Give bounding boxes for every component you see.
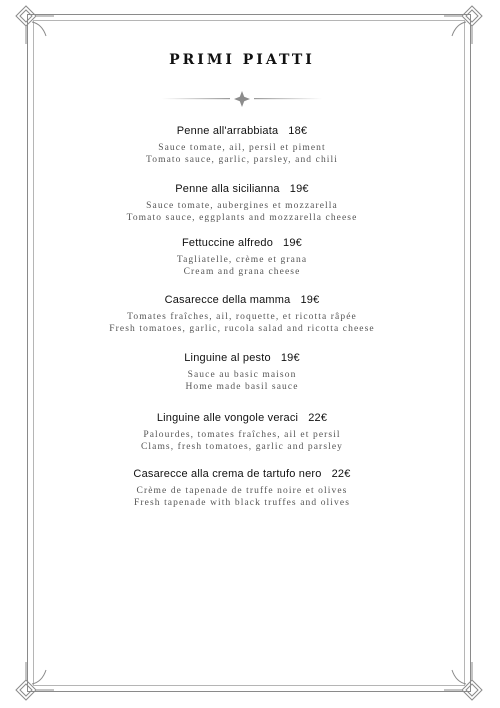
dish-price: 22€ [331, 468, 351, 480]
dish-price: 19€ [300, 294, 320, 306]
dish-description-en: Home made basil sauce [185, 382, 299, 392]
dish-description-en: Clams, fresh tomatoes, garlic and parsley [140, 442, 344, 452]
dish-description-fr: Palourdes, tomates fraîches, ail et persil [143, 430, 341, 440]
corner-ornament-icon [442, 2, 486, 46]
corner-ornament-icon [442, 660, 486, 704]
dish-title [0, 124, 484, 138]
dish-title [0, 351, 484, 365]
menu-item [0, 411, 484, 467]
dish-title [0, 236, 484, 250]
dish-description-fr: Tagliatelle, crème et grana [176, 255, 308, 265]
dish-price: 18€ [288, 125, 308, 137]
dish-name: Penne alla sicilianna [175, 183, 280, 195]
dish-name: Casarecce alla crema de tartufo nero [133, 468, 322, 480]
dish-description-en: Tomato sauce, garlic, parsley, and chili [145, 155, 339, 165]
menu-item [0, 467, 484, 511]
dish-description-en: Tomato sauce, eggplants and mozzarella cheese [126, 213, 358, 223]
dish-description-fr: Crème de tapenade de truffe noire et olives [136, 486, 348, 496]
dish-title [0, 467, 484, 481]
dish-description-fr: Sauce au basic maison [187, 370, 297, 380]
dish-name: Casarecce della mamma [164, 294, 291, 306]
page-title: PRIMI PIATTI [169, 52, 315, 68]
dish-name: Penne all'arrabbiata [176, 125, 279, 137]
dish-title [0, 411, 484, 425]
divider-ornament [160, 90, 324, 108]
dish-price: 22€ [308, 412, 328, 424]
dish-description-fr: Tomates fraîches, ail, roquette, et ricotta râpée [127, 312, 357, 322]
dish-title [0, 293, 484, 307]
menu-item [0, 236, 484, 293]
menu-list [0, 124, 484, 511]
dish-title [0, 182, 484, 196]
dish-price: 19€ [280, 352, 300, 364]
menu-item [0, 124, 484, 182]
dish-description-en: Cream and grana cheese [183, 267, 301, 277]
dish-description-fr: Sauce tomate, ail, persil et piment [158, 143, 326, 153]
menu-item [0, 293, 484, 351]
dish-price: 19€ [289, 183, 309, 195]
dish-name: Fettuccine alfredo [182, 237, 274, 249]
menu-item [0, 351, 484, 411]
star-icon [234, 91, 250, 107]
dish-name: Linguine alle vongole veraci [156, 412, 299, 424]
dish-name: Linguine al pesto [184, 352, 271, 364]
corner-ornament-icon [12, 2, 56, 46]
menu-item [0, 182, 484, 236]
dish-price: 19€ [283, 237, 302, 249]
dish-description-en: Fresh tapenade with black truffes and olives [133, 498, 350, 508]
corner-ornament-icon [12, 660, 56, 704]
dish-description-fr: Sauce tomate, aubergines et mozzarella [146, 201, 338, 211]
dish-description-en: Fresh tomatoes, garlic, rucola salad and ricotta cheese [109, 324, 375, 334]
